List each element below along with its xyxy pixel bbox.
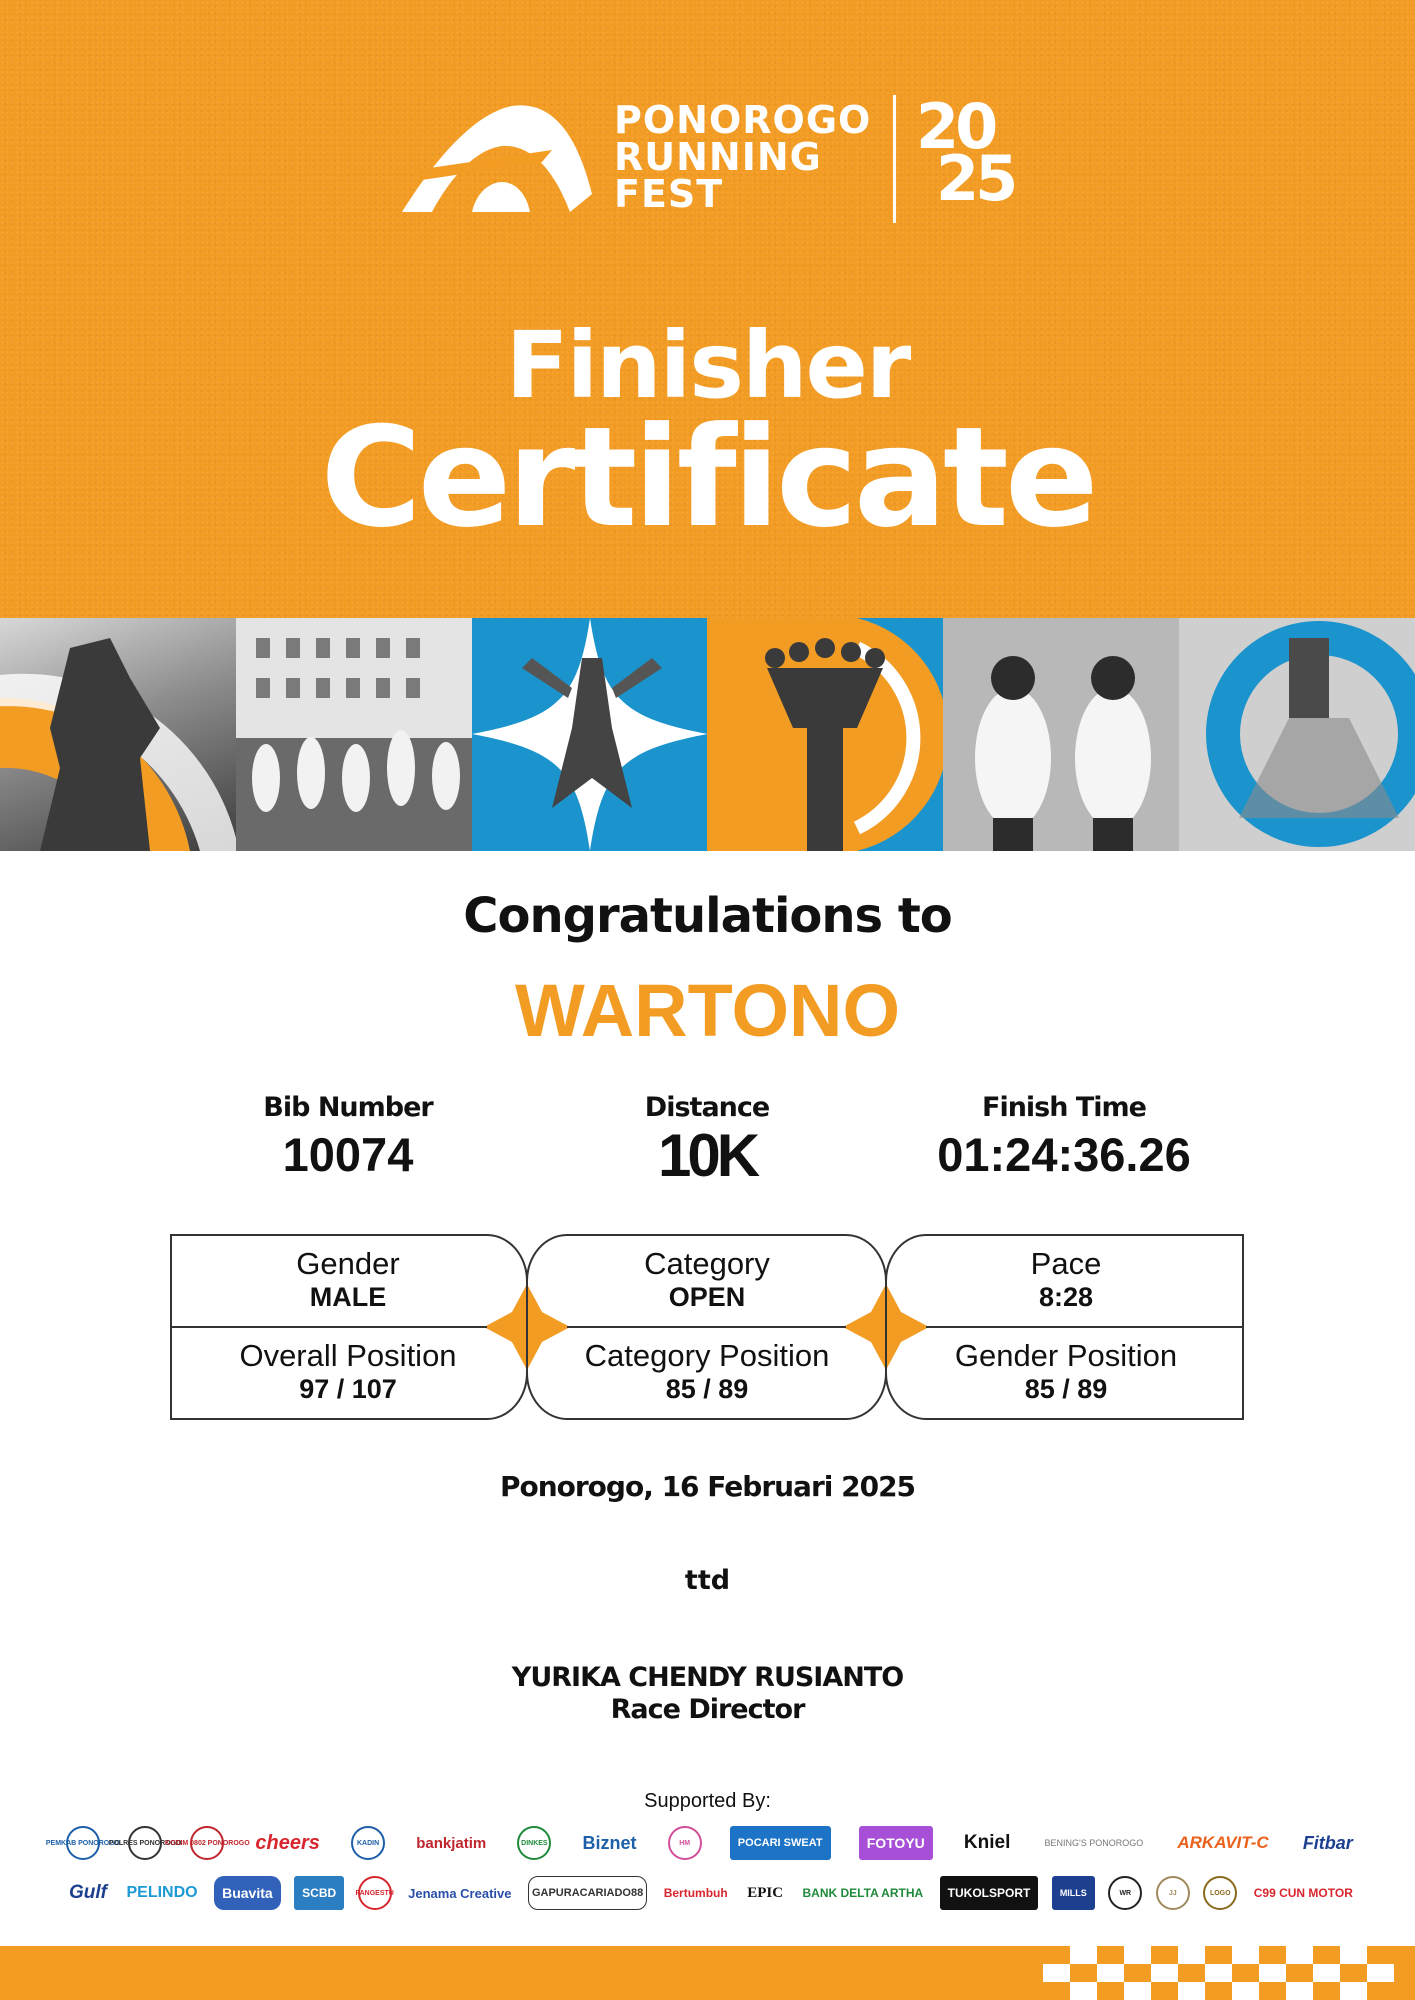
- photo-participants: [943, 618, 1179, 851]
- title-certificate: Certificate: [320, 397, 1095, 558]
- sponsor-logo: POCARI SWEAT: [730, 1826, 831, 1860]
- cell-label: Gender: [296, 1246, 400, 1281]
- cell-label: Gender Position: [954, 1338, 1178, 1373]
- sponsor-logo: Gulf: [69, 1882, 107, 1903]
- overall-position-cell: [178, 1338, 518, 1405]
- sponsor-logo: bankjatim: [416, 1834, 487, 1852]
- sponsor-logo: PANGESTU: [358, 1876, 392, 1910]
- brand-divider: [893, 95, 896, 223]
- photo-runners-building: [236, 618, 472, 851]
- stat-value: 10K: [657, 1122, 757, 1189]
- running-fest-logo-icon: [402, 104, 594, 214]
- certificate-header: [0, 0, 1415, 618]
- cell-label: Pace: [1030, 1246, 1102, 1281]
- photo-trophy: [1179, 618, 1415, 851]
- sponsor-logo: EPIC: [747, 1884, 784, 1901]
- sponsor-logo: KODIM 0802 PONOROGO: [190, 1826, 224, 1860]
- sponsor-logo: SCBD: [294, 1876, 344, 1910]
- cell-label: Category Position: [584, 1338, 830, 1373]
- sponsor-logo: DINKES: [517, 1826, 551, 1860]
- sponsor-logo: KADIN: [351, 1826, 385, 1860]
- cell-value: OPEN: [668, 1282, 746, 1312]
- cell-label: Overall Position: [239, 1338, 457, 1373]
- sponsor-logo: JJ: [1156, 1876, 1190, 1910]
- gender-cell: [178, 1246, 518, 1313]
- gender-position-cell: [896, 1338, 1236, 1405]
- stat-label: Distance: [644, 1092, 770, 1123]
- sponsor-logo: Buavita: [214, 1876, 281, 1910]
- cell-label: Category: [644, 1246, 770, 1281]
- cell-value: 85 / 89: [1024, 1374, 1108, 1404]
- results-grid: [170, 1234, 1244, 1420]
- category-position-cell: [537, 1338, 877, 1405]
- sponsor-logo: LOGO: [1203, 1876, 1237, 1910]
- sponsor-logo: Biznet: [582, 1832, 637, 1853]
- cell-value: MALE: [309, 1282, 387, 1312]
- photo-strip: [0, 618, 1415, 851]
- stat-distance: [527, 1092, 887, 1190]
- brand-year: [916, 90, 1016, 216]
- signature-note: ttd: [684, 1565, 731, 1596]
- sponsor-logo: C99 CUN MOTOR: [1253, 1886, 1353, 1900]
- sponsor-logo: BANK DELTA ARTHA: [802, 1886, 924, 1900]
- brand-line-3: FEST: [614, 172, 724, 216]
- sponsor-row-1: [45, 1822, 1356, 1864]
- sponsor-logo: ARKAVIT-C: [1177, 1833, 1269, 1852]
- stat-label: Finish Time: [982, 1092, 1146, 1123]
- brand-year-top: 20: [916, 90, 995, 163]
- checker-pattern: [1040, 1946, 1415, 2000]
- director-name: YURIKA CHENDY RUSIANTO: [511, 1662, 904, 1693]
- congratulations-heading: Congratulations to: [463, 888, 952, 944]
- sponsor-logo: Kniel: [963, 1832, 1011, 1853]
- brand-year-bottom: 25: [936, 142, 1015, 215]
- cell-value: 97 / 107: [299, 1374, 397, 1404]
- sponsor-logo: POLRES PONOROGO: [128, 1826, 162, 1860]
- photo-monument: [707, 618, 943, 851]
- stat-value: 01:24:36.26: [937, 1128, 1191, 1181]
- brand-wordmark: [614, 98, 872, 216]
- place-and-date: Ponorogo, 16 Februari 2025: [499, 1470, 916, 1503]
- sponsor-logo: WR: [1108, 1876, 1142, 1910]
- sponsor-logo: FOTOYU: [859, 1826, 933, 1860]
- sponsor-row-2: [66, 1872, 1356, 1914]
- sponsor-logo: BENING'S PONOROGO: [1044, 1838, 1144, 1848]
- title-finisher: Finisher: [505, 312, 910, 419]
- stat-label: Bib Number: [263, 1092, 433, 1123]
- sponsor-logo: Bertumbuh: [663, 1886, 728, 1900]
- sponsor-logo: PELINDO: [126, 1884, 198, 1901]
- brand-line-1: PONOROGO: [614, 98, 872, 142]
- stat-bib-number: [168, 1092, 528, 1182]
- sponsor-logo: TUKOLSPORT: [940, 1876, 1039, 1910]
- photo-statue: [0, 618, 236, 851]
- sponsor-logo: Jenama Creative: [408, 1885, 512, 1901]
- sponsor-logo: MILLS: [1052, 1876, 1095, 1910]
- stat-value: 10074: [282, 1128, 414, 1181]
- cell-value: 85 / 89: [665, 1374, 749, 1404]
- brand-line-2: RUNNING: [614, 135, 822, 179]
- runner-name: WARTONO: [514, 969, 901, 1052]
- sponsor-logo: GAPURACARIADO88: [528, 1876, 647, 1910]
- category-cell: [537, 1246, 877, 1313]
- photo-dancer: [472, 618, 708, 851]
- sponsor-logo: Fitbar: [1302, 1832, 1353, 1853]
- stat-finish-time: [884, 1092, 1244, 1182]
- cell-value: 8:28: [1038, 1282, 1094, 1312]
- sponsor-logo: cheers: [255, 1831, 320, 1854]
- sponsor-logo: HM: [668, 1826, 702, 1860]
- sponsor-logo: PEMKAB PONOROGO: [66, 1826, 100, 1860]
- pace-cell: [896, 1246, 1236, 1313]
- director-role: Race Director: [610, 1694, 805, 1725]
- supported-by-heading: Supported By:: [644, 1790, 771, 1812]
